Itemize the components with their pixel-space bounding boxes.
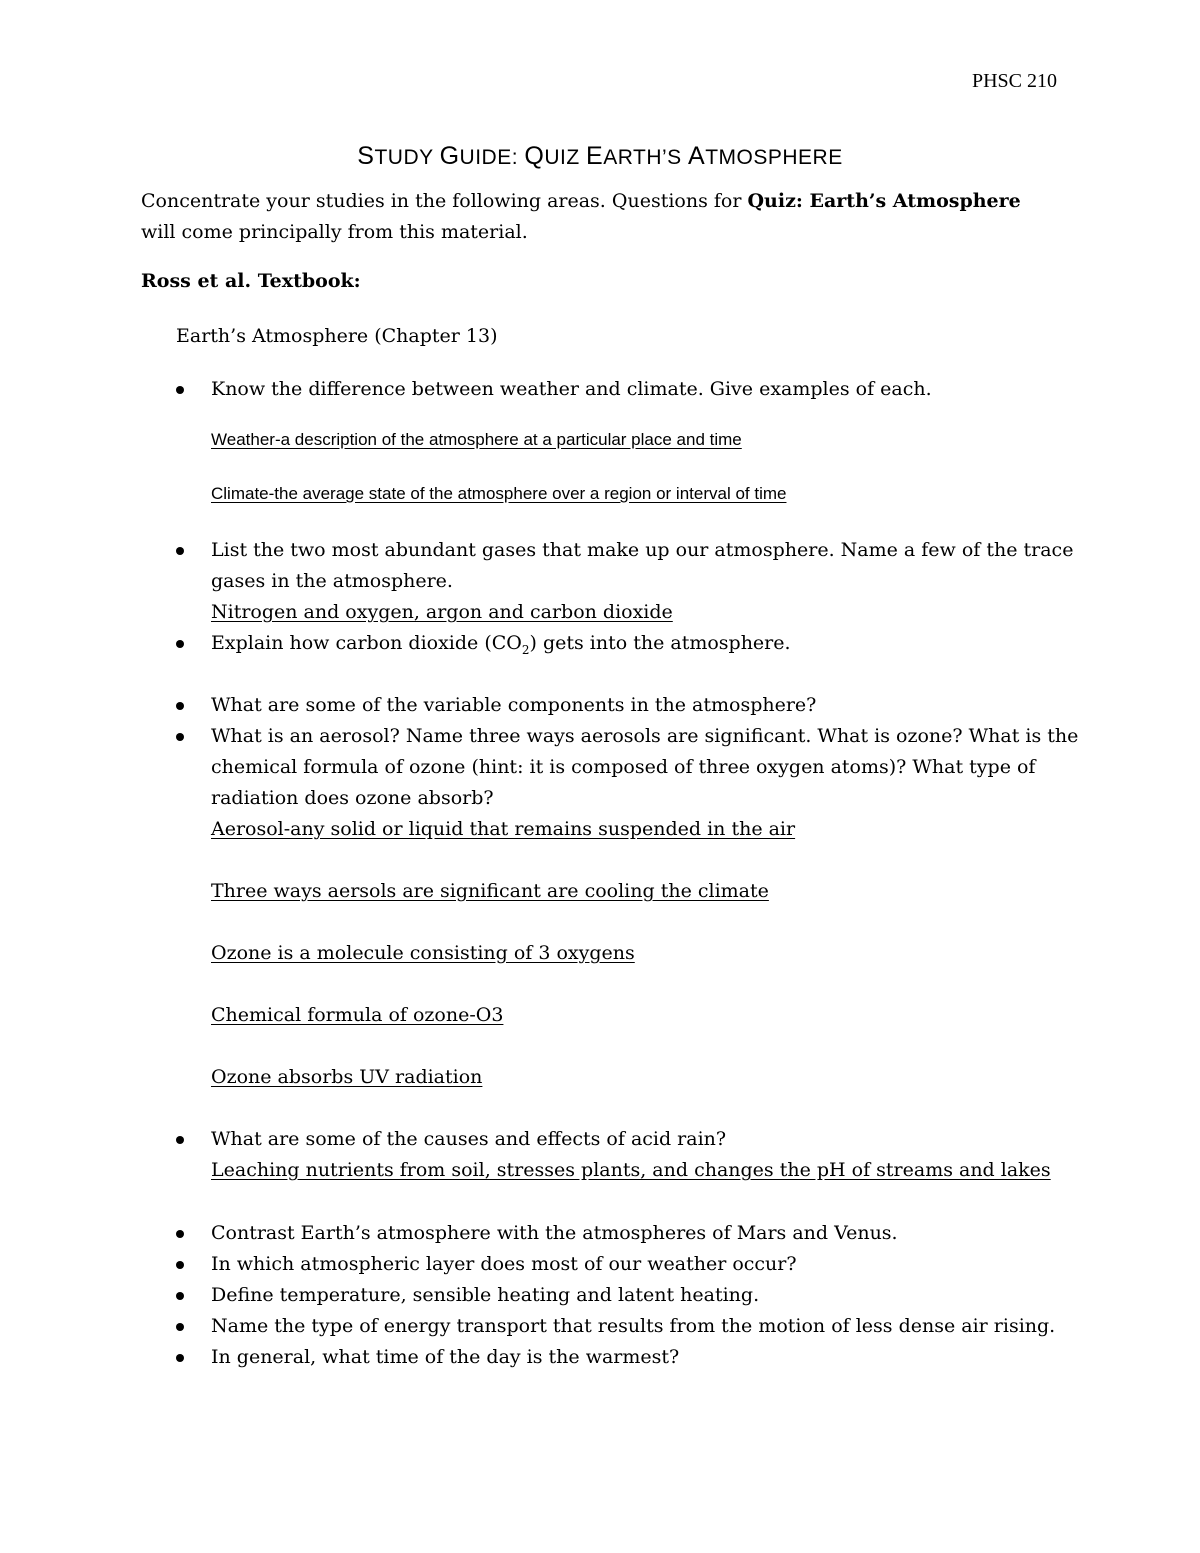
question-gases-line2: gases in the atmosphere.	[211, 570, 453, 592]
answer-ozone-formula: Chemical formula of ozone-O3	[211, 1004, 504, 1026]
question-temperature: Define temperature, sensible heating and latent heating.	[211, 1284, 760, 1306]
question-variable-components: What are some of the variable components in the atmosphere?	[211, 694, 817, 716]
question-weather-climate: Know the difference between weather and climate. Give examples of each.	[211, 378, 932, 400]
textbook-heading: Ross et al. Textbook:	[141, 270, 361, 292]
bullet-icon	[176, 1136, 184, 1144]
answer-ozone-molecule: Ozone is a molecule consisting of 3 oxygens	[211, 942, 635, 964]
question-weather-layer: In which atmospheric layer does most of our weather occur?	[211, 1253, 797, 1275]
question-aerosol-line1: What is an aerosol? Name three ways aerosols are significant. What is ozone? What is the	[211, 725, 1079, 747]
answer-aerosol: Aerosol-any solid or liquid that remains suspended in the air	[211, 818, 796, 840]
answer-acid-rain: Leaching nutrients from soil, stresses plants, and changes the pH of streams and lakes	[211, 1159, 1051, 1181]
answer-climate: Climate-the average state of the atmosphere over a region or interval of time	[211, 484, 787, 503]
question-warmest-time: In general, what time of the day is the warmest?	[211, 1346, 680, 1368]
bullet-icon	[176, 1230, 184, 1238]
bullet-icon	[176, 386, 184, 394]
bullet-icon	[176, 1261, 184, 1269]
page-title: STUDY GUIDE: QUIZ EARTH’S ATMOSPHERE	[357, 142, 843, 170]
question-aerosol-line3: radiation does ozone absorb?	[211, 787, 494, 809]
bullet-icon	[176, 1323, 184, 1331]
question-mars-venus: Contrast Earth’s atmosphere with the atmospheres of Mars and Venus.	[211, 1222, 898, 1244]
bullet-icon	[176, 547, 184, 555]
chapter-heading: Earth’s Atmosphere (Chapter 13)	[176, 325, 498, 347]
question-acid-rain: What are some of the causes and effects of acid rain?	[211, 1128, 727, 1150]
bullet-icon	[176, 640, 184, 648]
bullet-icon	[176, 1292, 184, 1300]
question-aerosol-line2: chemical formula of ozone (hint: it is composed of three oxygen atoms)? What type of	[211, 756, 1036, 778]
course-header: PHSC 210	[971, 70, 1057, 92]
answer-weather: Weather-a description of the atmosphere at a particular place and time	[211, 430, 742, 449]
question-gases-line1: List the two most abundant gases that make up our atmosphere. Name a few of the trace	[211, 539, 1074, 561]
bullet-icon	[176, 733, 184, 741]
answer-gases: Nitrogen and oxygen, argon and carbon dioxide	[211, 601, 673, 623]
question-energy-transport: Name the type of energy transport that results from the motion of less dense air rising.	[211, 1315, 1056, 1337]
answer-aerosol-significance: Three ways aersols are significant are cooling the climate	[211, 880, 769, 902]
bullet-icon	[176, 1354, 184, 1362]
question-co2: Explain how carbon dioxide $(CO_2)$ gets into the atmosphere.	[211, 632, 791, 657]
answer-ozone-absorbs: Ozone absorbs UV radiation	[211, 1066, 483, 1088]
intro-paragraph: Concentrate your studies in the following areas. Questions for Quiz: Earth’s Atmosphere will come principally from this material.	[141, 190, 1021, 243]
bullet-icon	[176, 702, 184, 710]
